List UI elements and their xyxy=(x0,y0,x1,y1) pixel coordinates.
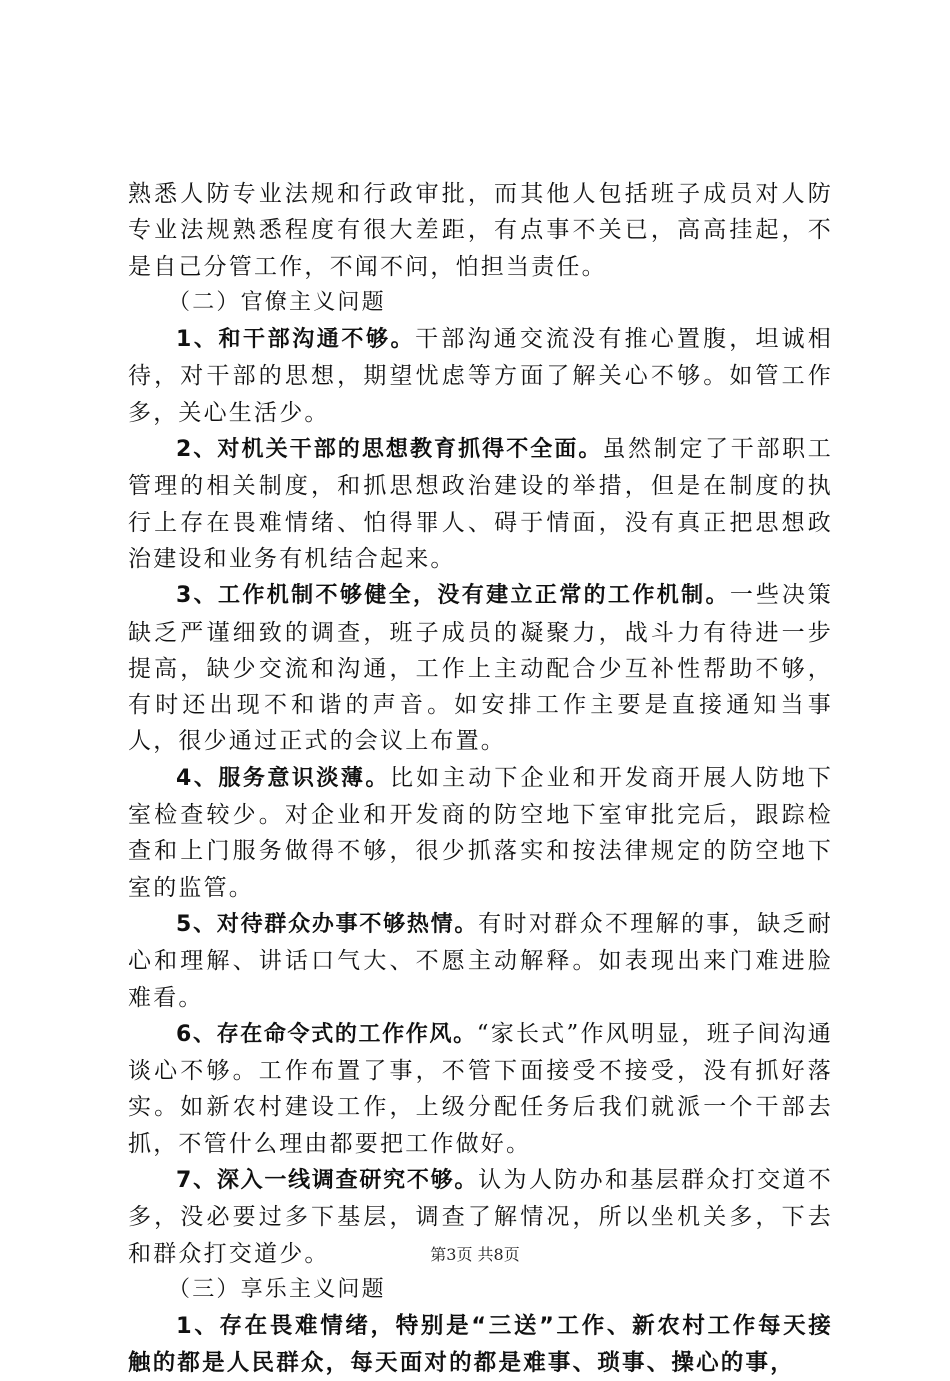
paragraph-hedonism-item-1: 1、存在畏难情绪，特别是“三送”工作、新农村工作每天接触的都是人民群众，每天面对的都是难事、琐事、操心的事， xyxy=(128,1313,833,1376)
paragraph-continuation xyxy=(128,176,833,285)
paragraph-item-4 xyxy=(128,760,833,906)
paragraph-text: 有时对群众不理解的事，缺乏耐心和理解、讲话口气大、不愿主动解释。如表现出来门难进脸难看。 xyxy=(128,910,833,1011)
item-lead: 1、和干部沟通不够。 xyxy=(176,327,416,353)
paragraph-item-2 xyxy=(128,431,833,577)
paragraph-text: 虽然制定了干部职工管理的相关制度，和抓思想政治建设的举措，但是在制度的执行上存在畏难情绪、怕得罪人、碍于情面，没有真正把思想政治建设和业务有机结合起来。 xyxy=(128,436,834,572)
paragraph-text: 一些决策缺乏严谨细致的调查，班子成员的凝聚力，战斗力有待进一步提高，缺少交流和沟通，工作上主动配合少互补性帮助不够，有时还出现不和谐的声音。如安排工作主要是直接通知当事人，很少通过正式的会议上布置。 xyxy=(128,582,833,755)
page-footer: 第3页 共8页 xyxy=(430,1245,520,1264)
document-body xyxy=(128,176,833,1381)
paragraph-text: 干部沟通交流没有推心置腹，坦诚相待，对干部的思想，期望忧虑等方面了解关心不够。如管工作多，关心生活少。 xyxy=(128,326,833,426)
item-lead: 7、深入一线调查研究不够。 xyxy=(176,1168,479,1194)
section-heading-bureaucratism: （二）官僚主义问题 xyxy=(168,289,386,315)
item-lead: 2、对机关干部的思想教育抓得不全面。 xyxy=(176,437,603,463)
item-lead: 5、对待群众办事不够热情。 xyxy=(176,911,479,937)
paragraph-item-1 xyxy=(128,321,833,431)
paragraph-text: 认为人防办和基层群众打交道不多，没必要过多下基层，调查了解情况，所以坐机关多，下去和群众打交道少。 xyxy=(128,1167,833,1267)
item-lead: 6、存在命令式的工作作风。 xyxy=(176,1021,477,1047)
paragraph-text: “家长式”作风明显，班子间沟通谈心不够。工作布置了事，不管下面接受不接受，没有抓好落实。如新农村建设工作，上级分配任务后我们就派一个干部去抓，不管什么理由都要把工作做好。 xyxy=(128,1020,833,1157)
item-lead: 4、服务意识淡薄。 xyxy=(176,765,390,791)
section-heading-hedonism: （三）享乐主义问题 xyxy=(168,1276,386,1302)
paragraph-item-3 xyxy=(128,577,833,759)
item-lead: 3、工作机制不够健全，没有建立正常的工作机制。 xyxy=(176,583,730,609)
paragraph-text: 比如主动下企业和开发商开展人防地下室检查较少。对企业和开发商的防空地下室审批完后，跟踪检查和上门服务做得不够，很少抓落实和按法律规定的防空地下室的监管。 xyxy=(128,764,833,901)
paragraph-item-5 xyxy=(128,906,833,1016)
paragraph-text: 熟悉人防专业法规和行政审批，而其他人包括班子成员对人防专业法规熟悉程度有很大差距，有点事不关已，高高挂起，不是自己分管工作，不闻不问，怕担当责任。 xyxy=(128,181,833,280)
paragraph-item-6 xyxy=(128,1016,833,1162)
